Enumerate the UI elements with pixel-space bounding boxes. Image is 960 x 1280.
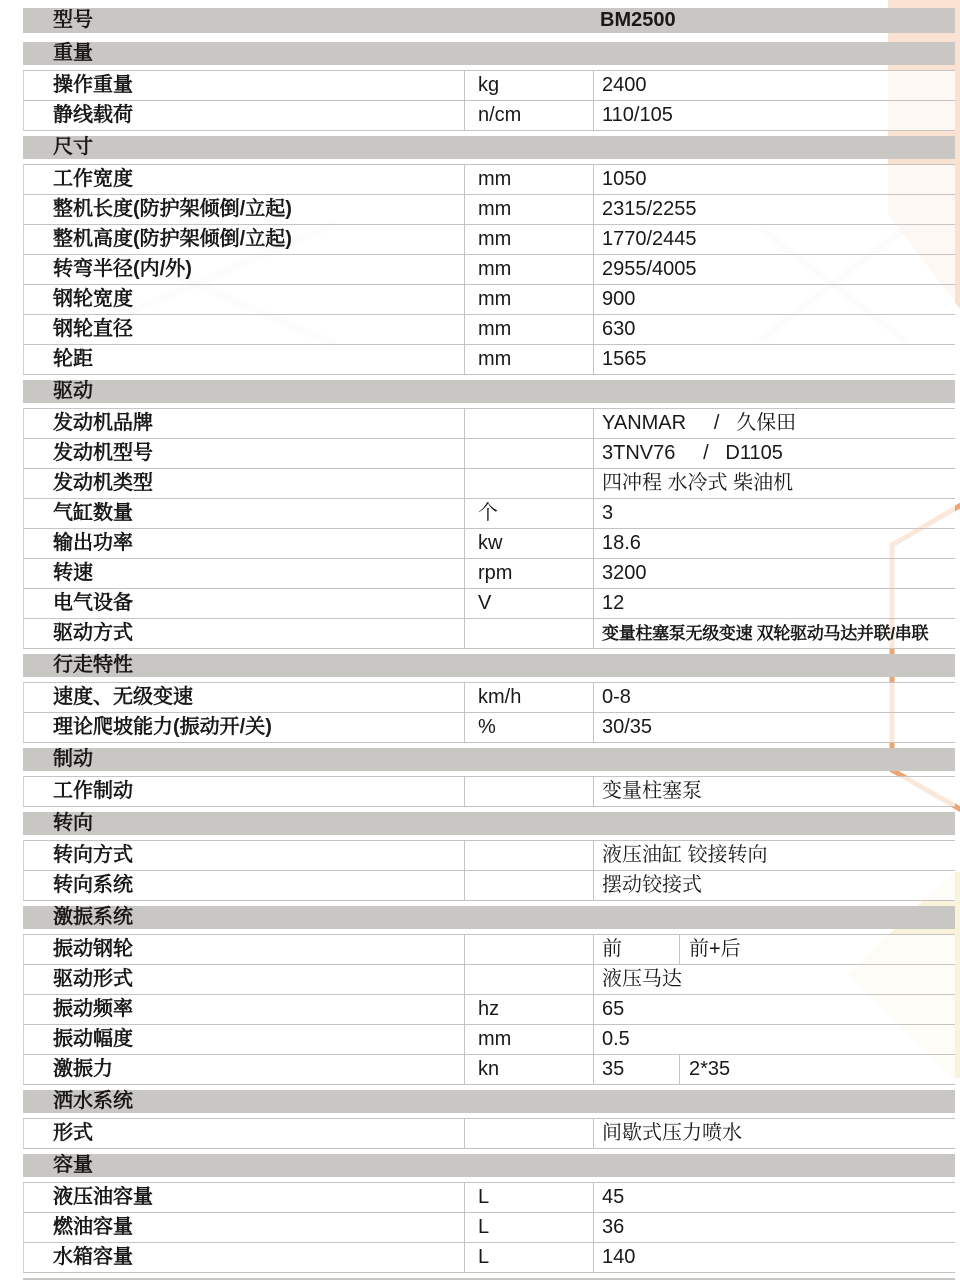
row-value: 2315/2255 (593, 195, 955, 224)
row-value: 12 (593, 589, 955, 618)
row-label: 激振力 (53, 1058, 113, 1080)
spec-row (23, 1025, 955, 1055)
spec-section (23, 812, 955, 901)
row-label: 驱动形式 (53, 968, 133, 990)
section-title: 转向 (53, 812, 93, 834)
row-value: 36 (593, 1213, 955, 1242)
row-unit: mm (464, 165, 593, 194)
row-label: 转弯半径(内/外) (53, 258, 192, 280)
spec-section (23, 748, 955, 807)
row-label: 转向方式 (53, 844, 133, 866)
row-unit (464, 935, 593, 964)
row-value: 630 (593, 315, 955, 344)
row-value: 1050 (593, 165, 955, 194)
row-label: 电气设备 (53, 592, 133, 614)
row-unit: L (464, 1213, 593, 1242)
row-unit: V (464, 589, 593, 618)
section-title: 激振系统 (53, 906, 133, 928)
section-rows (23, 934, 955, 1085)
section-header (23, 906, 955, 929)
section-rows (23, 776, 955, 807)
section-rows (23, 1182, 955, 1273)
row-value: 0-8 (593, 683, 955, 712)
section-rows (23, 682, 955, 743)
row-value: 1565 (593, 345, 955, 374)
row-unit: mm (464, 1025, 593, 1054)
section-header (23, 748, 955, 771)
section-header (23, 42, 955, 65)
spec-row (23, 683, 955, 713)
spec-row (23, 1213, 955, 1243)
row-label: 转向系统 (53, 874, 133, 896)
row-unit (464, 469, 593, 498)
model-label: 型号 (53, 9, 93, 31)
spec-section (23, 906, 955, 1085)
section-header (23, 812, 955, 835)
row-label: 发动机型号 (53, 442, 153, 464)
row-label: 振动钢轮 (53, 938, 133, 960)
row-unit: rpm (464, 559, 593, 588)
row-label: 振动频率 (53, 998, 133, 1020)
row-label: 操作重量 (53, 74, 133, 96)
row-label: 理论爬坡能力(振动开/关) (53, 716, 272, 738)
row-value: 液压马达 (593, 965, 955, 994)
row-unit (464, 1119, 593, 1148)
row-value: 45 (593, 1183, 955, 1212)
row-unit: mm (464, 345, 593, 374)
row-unit: mm (464, 255, 593, 284)
row-label: 发动机品牌 (53, 412, 153, 434)
row-value: 18.6 (593, 529, 955, 558)
row-label: 速度、无级变速 (53, 686, 193, 708)
section-header (23, 1090, 955, 1113)
row-unit: % (464, 713, 593, 742)
row-unit: km/h (464, 683, 593, 712)
row-unit: kn (464, 1055, 593, 1084)
row-value-secondary: 2*35 (679, 1055, 955, 1084)
row-value: 35 (593, 1055, 679, 1084)
section-header (23, 654, 955, 677)
section-rows (23, 1118, 955, 1149)
section-header (23, 1154, 955, 1177)
spec-row (23, 589, 955, 619)
spec-row (23, 165, 955, 195)
row-value: 0.5 (593, 1025, 955, 1054)
row-label: 整机高度(防护架倾倒/立起) (53, 228, 292, 250)
row-value: 110/105 (593, 101, 955, 130)
spec-row (23, 255, 955, 285)
row-label: 静线载荷 (53, 104, 133, 126)
row-value: 变量柱塞泵无级变速 双轮驱动马达并联/串联 (593, 619, 955, 648)
row-unit (464, 619, 593, 648)
spec-row (23, 225, 955, 255)
row-value: 变量柱塞泵 (593, 777, 955, 806)
row-label: 工作制动 (53, 780, 133, 802)
row-label: 形式 (53, 1122, 93, 1144)
row-value: 65 (593, 995, 955, 1024)
row-value: 2400 (593, 71, 955, 100)
row-value: 3200 (593, 559, 955, 588)
spec-row (23, 619, 955, 649)
section-rows (23, 840, 955, 901)
row-value: 3TNV76 / D1105 (593, 439, 955, 468)
section-title: 尺寸 (53, 136, 93, 158)
row-label: 钢轮宽度 (53, 288, 133, 310)
row-unit: mm (464, 195, 593, 224)
spec-row (23, 469, 955, 499)
row-unit: hz (464, 995, 593, 1024)
row-unit: n/cm (464, 101, 593, 130)
section-title: 行走特性 (53, 654, 133, 676)
spec-row (23, 871, 955, 901)
row-unit (464, 439, 593, 468)
row-label: 轮距 (53, 348, 93, 370)
spec-section (23, 1154, 955, 1273)
row-value: 900 (593, 285, 955, 314)
row-unit: kw (464, 529, 593, 558)
row-label: 钢轮直径 (53, 318, 133, 340)
spec-section (23, 136, 955, 375)
spec-row (23, 195, 955, 225)
spec-row (23, 439, 955, 469)
row-label: 燃油容量 (53, 1216, 133, 1238)
spec-row (23, 345, 955, 375)
section-rows (23, 164, 955, 375)
section-header (23, 136, 955, 159)
spec-row (23, 1055, 955, 1085)
row-label: 振动幅度 (53, 1028, 133, 1050)
row-value: 前 (593, 935, 679, 964)
spec-row (23, 1119, 955, 1149)
spec-row (23, 1183, 955, 1213)
spec-row (23, 965, 955, 995)
row-unit: L (464, 1183, 593, 1212)
spec-row (23, 285, 955, 315)
section-rows (23, 408, 955, 649)
row-unit (464, 777, 593, 806)
row-value: 间歇式压力喷水 (593, 1119, 955, 1148)
spec-row (23, 499, 955, 529)
row-label: 工作宽度 (53, 168, 133, 190)
row-unit (464, 871, 593, 900)
spec-row (23, 1243, 955, 1273)
sections-container (23, 42, 955, 1273)
section-title: 重量 (53, 42, 93, 64)
row-unit: mm (464, 285, 593, 314)
spec-row (23, 101, 955, 131)
row-label: 转速 (53, 562, 93, 584)
spec-row (23, 409, 955, 439)
row-unit (464, 841, 593, 870)
row-unit: mm (464, 315, 593, 344)
row-label: 驱动方式 (53, 622, 133, 644)
spec-section (23, 1090, 955, 1149)
spec-row (23, 559, 955, 589)
row-value: 140 (593, 1243, 955, 1272)
model-value: BM2500 (600, 9, 676, 31)
section-rows (23, 70, 955, 131)
section-title: 制动 (53, 748, 93, 770)
row-value: 四冲程 水冷式 柴油机 (593, 469, 955, 498)
section-title: 驱动 (53, 380, 93, 402)
section-header (23, 380, 955, 403)
spec-section (23, 42, 955, 131)
row-label: 整机长度(防护架倾倒/立起) (53, 198, 292, 220)
row-value: 3 (593, 499, 955, 528)
row-label: 气缸数量 (53, 502, 133, 524)
spec-table (23, 8, 955, 1280)
row-value-secondary: 前+后 (679, 935, 955, 964)
row-unit: kg (464, 71, 593, 100)
row-unit (464, 965, 593, 994)
spec-row (23, 529, 955, 559)
row-unit: 个 (464, 499, 593, 528)
spec-row (23, 713, 955, 743)
row-value: 30/35 (593, 713, 955, 742)
row-value: 摆动铰接式 (593, 871, 955, 900)
row-value: YANMAR / 久保田 (593, 409, 955, 438)
row-label: 输出功率 (53, 532, 133, 554)
row-label: 液压油容量 (53, 1186, 153, 1208)
row-value: 2955/4005 (593, 255, 955, 284)
spec-row (23, 777, 955, 807)
spec-section (23, 654, 955, 743)
row-unit: L (464, 1243, 593, 1272)
row-label: 发动机类型 (53, 472, 153, 494)
section-title: 容量 (53, 1154, 93, 1176)
spec-row (23, 935, 955, 965)
row-unit (464, 409, 593, 438)
row-label: 水箱容量 (53, 1246, 133, 1268)
spec-row (23, 995, 955, 1025)
row-unit: mm (464, 225, 593, 254)
row-value: 液压油缸 铰接转向 (593, 841, 955, 870)
spec-row (23, 71, 955, 101)
spec-row (23, 841, 955, 871)
row-value: 1770/2445 (593, 225, 955, 254)
model-row (23, 8, 955, 33)
spec-row (23, 315, 955, 345)
spec-section (23, 380, 955, 649)
section-title: 洒水系统 (53, 1090, 133, 1112)
